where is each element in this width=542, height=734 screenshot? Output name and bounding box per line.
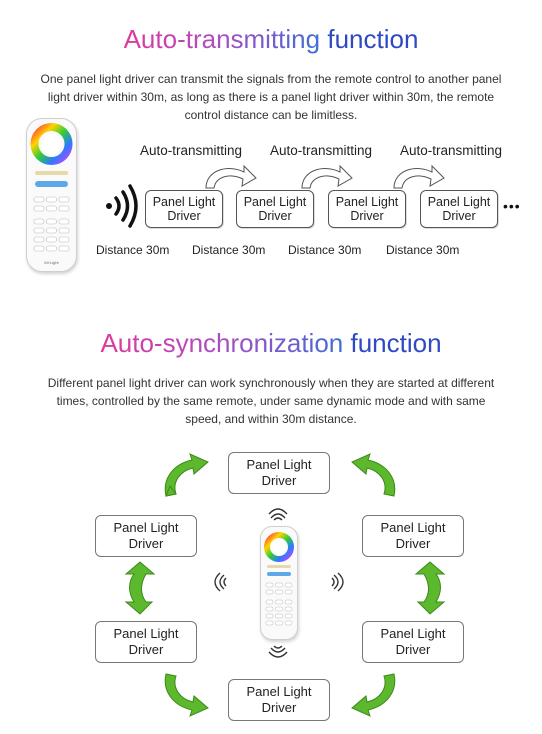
remote-brand: Mi·Light	[44, 260, 59, 265]
green-curved-arrow-icon	[350, 452, 400, 498]
driver-label: Panel Light Driver	[152, 195, 216, 223]
remote-control-image	[26, 118, 77, 272]
signal-wave-left-icon	[212, 572, 226, 592]
green-curved-arrow-icon	[160, 672, 210, 718]
driver-label: Panel Light Driver	[427, 195, 491, 223]
distance-label-3: Distance 30m	[288, 243, 362, 257]
signal-waves-icon	[104, 184, 140, 228]
panel-light-driver-box	[328, 190, 406, 228]
green-curved-arrow-icon	[118, 560, 158, 616]
section2-title-part1: Auto-synchronization	[100, 328, 344, 358]
panel-light-driver-box	[236, 190, 314, 228]
panel-light-driver-box	[95, 621, 197, 663]
section2-description: Different panel light driver can work synchronously when they are started at different times, controlled by the same remote, under same dynamic mode and with same speed, and within 30m distance.	[47, 376, 495, 426]
ellipsis: •••	[503, 198, 521, 214]
curved-arrow-icon	[296, 160, 356, 190]
green-curved-arrow-icon	[412, 560, 452, 616]
curved-arrow-icon	[388, 160, 448, 190]
signal-wave-right-icon	[332, 572, 346, 592]
driver-label: Panel Light Driver	[380, 520, 446, 551]
driver-label: Panel Light Driver	[246, 684, 312, 715]
remote-drawing	[261, 527, 297, 639]
panel-light-driver-box	[420, 190, 498, 228]
section2-title	[0, 328, 542, 359]
panel-light-driver-box	[228, 679, 330, 721]
auto-transmitting-label-1: Auto-transmitting	[140, 143, 243, 158]
driver-label: Panel Light Driver	[113, 520, 179, 551]
remote-control-image	[260, 526, 298, 640]
section1-title-part2: function	[327, 24, 419, 54]
driver-label: Panel Light Driver	[113, 626, 179, 657]
panel-light-driver-box	[145, 190, 223, 228]
distance-label-1: Distance 30m	[96, 243, 170, 257]
signal-wave-up-icon	[268, 506, 288, 520]
green-curved-arrow-icon	[160, 452, 210, 498]
signal-wave-down-icon	[268, 646, 288, 660]
curved-arrow-icon	[200, 160, 260, 190]
panel-light-driver-box	[362, 515, 464, 557]
section1-title-part1: Auto-transmitting	[123, 24, 321, 54]
remote-drawing	[27, 119, 76, 271]
section1-description: One panel light driver can transmit the signals from the remote control to another panel light driver within 30m, as long as there is a panel light driver within 30m, the remote control distance can be limitless.	[40, 72, 502, 122]
driver-label: Panel Light Driver	[246, 457, 312, 488]
green-curved-arrow-icon	[350, 672, 400, 718]
distance-label-4: Distance 30m	[386, 243, 460, 257]
section2-title-part2: function	[350, 328, 442, 358]
auto-transmitting-label-2: Auto-transmitting	[270, 143, 373, 158]
panel-light-driver-box	[95, 515, 197, 557]
distance-label-2: Distance 30m	[192, 243, 266, 257]
panel-light-driver-box	[228, 452, 330, 494]
driver-label: Panel Light Driver	[243, 195, 307, 223]
section1-title	[0, 24, 542, 55]
driver-label: Panel Light Driver	[335, 195, 399, 223]
panel-light-driver-box	[362, 621, 464, 663]
driver-label: Panel Light Driver	[380, 626, 446, 657]
auto-transmitting-label-3: Auto-transmitting	[400, 143, 503, 158]
